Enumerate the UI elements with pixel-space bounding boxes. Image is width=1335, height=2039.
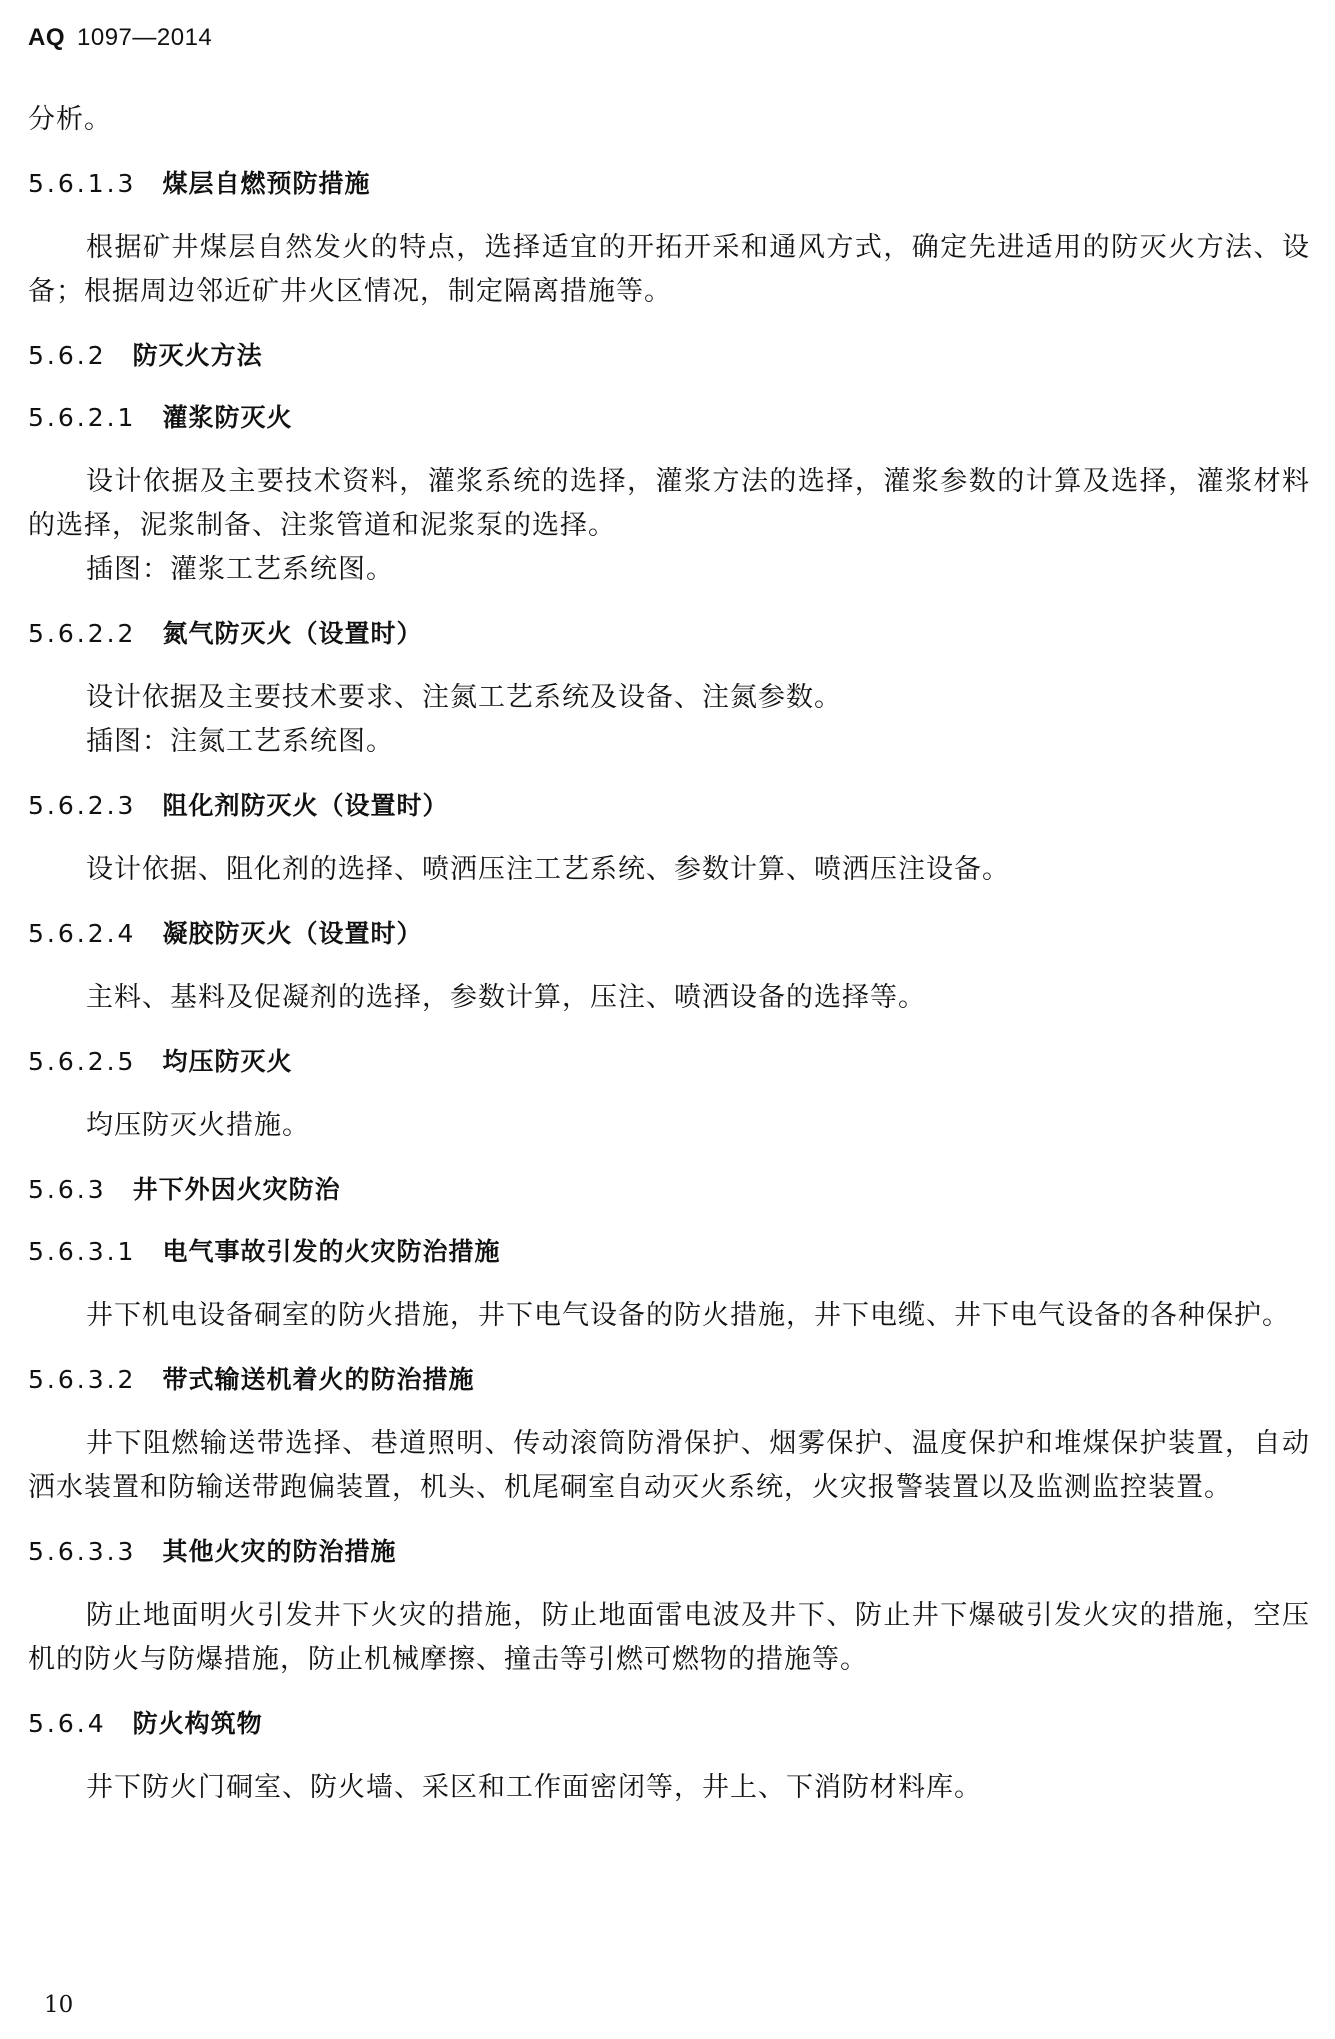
section-heading: [28, 786, 1310, 826]
section-title: 氮气防灭火（设置时）: [162, 619, 423, 648]
section-heading: [28, 164, 1310, 204]
body-paragraph: 设计依据、阻化剂的选择、喷洒压注工艺系统、参数计算、喷洒压注设备。: [86, 854, 1010, 885]
section-number: 5.6.3.2: [28, 1365, 137, 1394]
body-paragraph: 防止地面明火引发井下火灾的措施，防止地面雷电波及井下、防止井下爆破引发火灾的措施，空压机的防火与防爆措施，防止机械摩擦、撞击等引燃可燃物的措施等。: [28, 1600, 1310, 1675]
section-heading: [28, 914, 1310, 954]
section-heading: [28, 1360, 1310, 1400]
section-title: 煤层自燃预防措施: [162, 169, 371, 198]
section-heading: [28, 1042, 1310, 1082]
section-number: 5.6.1.3: [28, 169, 137, 198]
section-heading: [28, 398, 1310, 438]
section-number: 5.6.3.3: [28, 1537, 137, 1566]
section-title: 均压防灭火: [162, 1047, 293, 1076]
section-number: 5.6.2: [28, 341, 107, 370]
section-title: 凝胶防灭火（设置时）: [162, 919, 423, 948]
section-heading: [28, 614, 1310, 654]
section-title: 灌浆防灭火: [162, 403, 293, 432]
body-paragraph: 均压防灭火措施。: [86, 1110, 310, 1141]
section-title: 防灭火方法: [132, 341, 263, 370]
body-paragraph: 设计依据及主要技术要求、注氮工艺系统及设备、注氮参数。: [86, 682, 842, 713]
standard-code-header: [28, 24, 212, 52]
body-paragraph: 分析。: [28, 104, 112, 135]
body-paragraph: 井下阻燃输送带选择、巷道照明、传动滚筒防滑保护、烟雾保护、温度保护和堆煤保护装置，自动洒水装置和防输送带跑偏装置，机头、机尾硐室自动灭火系统，火灾报警装置以及监测监控装置。: [28, 1428, 1310, 1503]
section-number: 5.6.3: [28, 1175, 107, 1204]
section-title: 井下外因火灾防治: [132, 1175, 341, 1204]
body-paragraph: 井下防火门硐室、防火墙、采区和工作面密闭等，井上、下消防材料库。: [86, 1772, 982, 1803]
page-number: 10: [44, 1992, 74, 2018]
section-number: 5.6.3.1: [28, 1237, 137, 1266]
section-number: 5.6.4: [28, 1709, 107, 1738]
body-paragraph: 主料、基料及促凝剂的选择，参数计算，压注、喷洒设备的选择等。: [86, 982, 926, 1013]
section-heading: [28, 1232, 1310, 1272]
section-heading: [28, 336, 1310, 376]
body-paragraph: 根据矿井煤层自然发火的特点，选择适宜的开拓开采和通风方式，确定先进适用的防灭火方法、设备；根据周边邻近矿井火区情况，制定隔离措施等。: [28, 232, 1310, 307]
section-number: 5.6.2.4: [28, 919, 137, 948]
section-title: 阻化剂防灭火（设置时）: [162, 791, 449, 820]
document-body: [28, 98, 1310, 1810]
section-heading: [28, 1170, 1310, 1210]
section-title: 带式输送机着火的防治措施: [162, 1365, 475, 1394]
section-number: 5.6.2.2: [28, 619, 137, 648]
section-heading: [28, 1532, 1310, 1572]
section-number: 5.6.2.1: [28, 403, 137, 432]
section-title: 其他火灾的防治措施: [162, 1537, 397, 1566]
body-paragraph: 井下机电设备硐室的防火措施，井下电气设备的防火措施，井下电缆、井下电气设备的各种保护。: [86, 1300, 1290, 1331]
body-paragraph: 插图：注氮工艺系统图。: [86, 726, 394, 757]
section-title: 防火构筑物: [132, 1709, 263, 1738]
standard-number: 1097—2014: [77, 24, 213, 51]
body-paragraph: 设计依据及主要技术资料，灌浆系统的选择，灌浆方法的选择，灌浆参数的计算及选择，灌浆材料的选择，泥浆制备、注浆管道和泥浆泵的选择。: [28, 466, 1310, 541]
section-heading: [28, 1704, 1310, 1744]
section-number: 5.6.2.5: [28, 1047, 137, 1076]
section-title: 电气事故引发的火灾防治措施: [162, 1237, 501, 1266]
section-number: 5.6.2.3: [28, 791, 137, 820]
body-paragraph: 插图：灌浆工艺系统图。: [86, 554, 394, 585]
standard-prefix: AQ: [28, 24, 65, 51]
